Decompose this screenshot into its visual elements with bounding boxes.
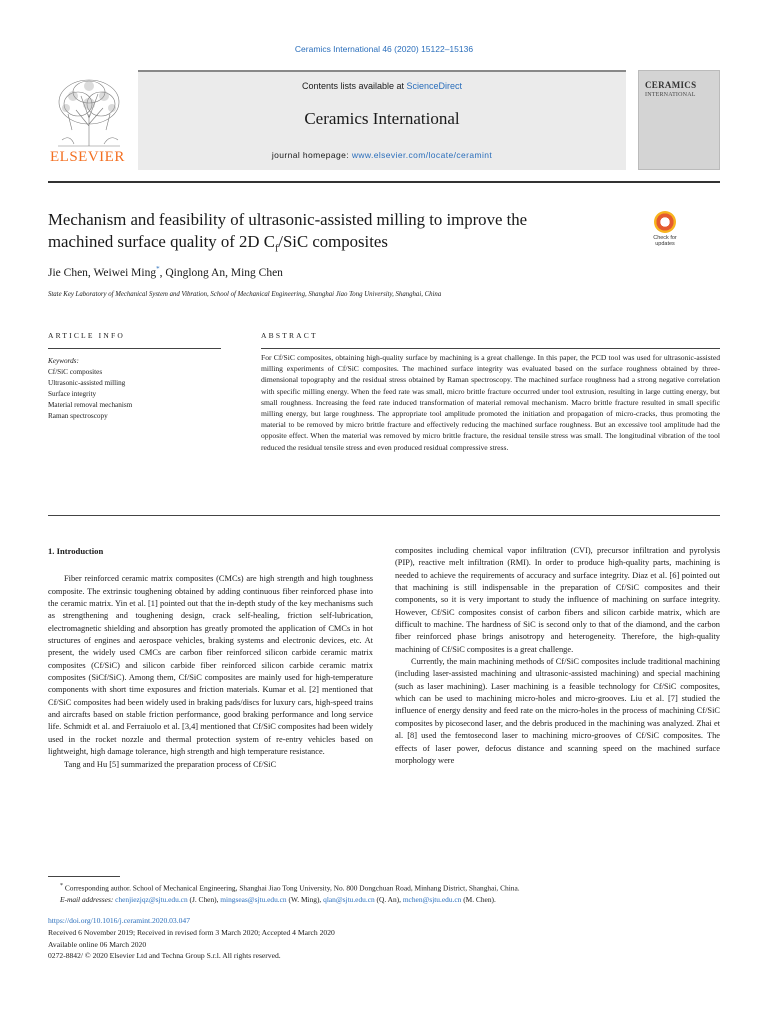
- article-info-label: ARTICLE INFO: [48, 331, 125, 340]
- cover-subtitle: INTERNATIONAL: [645, 92, 696, 98]
- footnotes: [48, 881, 720, 905]
- body-paragraph: Tang and Hu [5] summarized the preparation process of Cf/SiC: [64, 759, 277, 769]
- journal-reference[interactable]: Ceramics International 46 (2020) 15122–15136: [294, 44, 474, 54]
- article-title: [48, 209, 628, 260]
- doi-link[interactable]: https://doi.org/10.1016/j.ceramint.2020.03.047: [48, 916, 191, 925]
- footnote-mark: *: [60, 883, 63, 889]
- received-dates: Received 6 November 2019; Received in revised form 3 March 2020; Accepted 4 March 2020: [48, 927, 335, 937]
- abstract-label: ABSTRACT: [261, 331, 318, 340]
- email-owner: (Q. An),: [374, 894, 403, 904]
- crossmark-icon: [654, 211, 676, 233]
- corresponding-author-mark[interactable]: *: [156, 265, 160, 273]
- body-paragraph: Currently, the main machining methods of Cf/SiC composites include traditional machining (including laser-assisted machining and ultrasonic-assisted machining) and special machining (such as laser machining). Laser machining is a feasible technology for Cf/SiC composites, which can be used to machining micro-holes and micro-grooves. Liu et al. [7] studied the influence of energy density and feed rate on the micro-holes in the process of machining Cf/SiC composites by picosecond laser, and the debris produced in the machining was analyzed. Zhai et al. [8] used the femtosecond laser to machining micro-grooves of Cf/SiC composites. The effects of laser power, defocus distance and scanning speed on the machined surface morphology were: [395, 657, 720, 765]
- publication-info: [48, 915, 720, 962]
- authors-rest: , Qinglong An, Ming Chen: [159, 266, 283, 279]
- body-column-left: [48, 545, 373, 771]
- cover-title: CERAMICS: [645, 80, 697, 90]
- keyword-item: Ultrasonic-assisted milling: [48, 379, 126, 387]
- article-info-rule: [48, 348, 221, 349]
- email-owner: (M. Chen).: [461, 894, 496, 904]
- affiliation: State Key Laboratory of Mechanical System and Vibration, School of Mechanical Engineering, Shanghai Jiao Tong University, Shanghai, China: [48, 291, 442, 298]
- journal-cover-thumbnail[interactable]: [638, 70, 720, 170]
- authors-first: Jie Chen, Weiwei Ming: [48, 266, 157, 279]
- homepage-prefix: journal homepage:: [271, 150, 352, 160]
- email-link[interactable]: mchen@sjtu.edu.cn: [402, 894, 462, 904]
- title-line-2: machined surface quality of 2D C: [48, 232, 275, 251]
- body-column-right: [395, 545, 720, 767]
- elsevier-tree-icon: [48, 74, 130, 152]
- contents-prefix: Contents lists available at: [301, 81, 407, 91]
- title-line-2-end: /SiC composites: [278, 232, 388, 251]
- email-link[interactable]: mingseas@sjtu.edu.cn: [220, 894, 287, 904]
- abstract-bottom-rule: [48, 515, 720, 516]
- title-line-1: Mechanism and feasibility of ultrasonic-assisted milling to improve the: [48, 210, 528, 229]
- title-divider: [48, 181, 720, 183]
- check-updates-label: Check for updates: [653, 235, 677, 247]
- elsevier-logo[interactable]: [48, 74, 130, 166]
- keywords-heading: Keywords:: [48, 357, 79, 365]
- journal-title: Ceramics International: [304, 109, 460, 128]
- homepage-line: [138, 150, 626, 160]
- author-list: [48, 265, 283, 279]
- keyword-item: Cf/SiC composites: [48, 368, 103, 376]
- contents-line: [138, 81, 626, 91]
- corresponding-footnote: [48, 881, 720, 894]
- keywords-block: [48, 356, 238, 422]
- footnote-rule: [48, 876, 120, 877]
- email-link[interactable]: chenjiezjqz@sjtu.edu.cn: [115, 894, 188, 904]
- email-owner: (W. Ming),: [286, 894, 324, 904]
- corresponding-text: Corresponding author. School of Mechanical Engineering, Shanghai Jiao Tong University, No. 800 Dongchuan Road, Minhang District, Shanghai, China.: [64, 883, 520, 893]
- title-subscript: f: [274, 243, 279, 255]
- journal-masthead: [48, 70, 720, 170]
- keyword-item: Raman spectroscopy: [48, 412, 108, 420]
- sciencedirect-link[interactable]: ScienceDirect: [406, 81, 463, 91]
- body-paragraph: composites including chemical vapor infiltration (CVI), precursor infiltration and pyrolysis (PIP), reactive melt infiltration (RMI). In order to produce high-quality parts, machining is needed to achieve the requirements of accuracy and surface integrity. Diaz et al. [6] pointed out that machining is still indispensable in the preparation of Cf/SiC composites and their components, so it is very important to study the influence of machining on surface integrity. However, Cf/SiC composites consist of carbon fibers and silicon carbide matrix, which are difficult to machine. The hardness of SiC is second only to that of the diamond, and the carbon fiber reinforced phase brings anisotropy and heterogeneity. Therefore, the high-quality machining of Cf/SiC composites is a great challenge.: [395, 546, 720, 654]
- email-label: E-mail addresses:: [60, 894, 114, 904]
- copyright-line: 0272-8842/ © 2020 Elsevier Ltd and Techna Group S.r.l. All rights reserved.: [48, 951, 281, 961]
- homepage-link[interactable]: www.elsevier.com/locate/ceramint: [351, 150, 493, 160]
- masthead-banner: [138, 70, 626, 170]
- body-paragraph: Fiber reinforced ceramic matrix composites (CMCs) are high strength and high toughness composite. The extrinsic toughening obtained by adding continuous fiber reinforced phase into the ceramic matrix. Yin et al. [1] pointed out that the in-depth study of the key mechanisms such as strengthening and toughening design, crack self-healing, friction self-lubrication, electromagnetic shielding and absorption has greatly promoted the application of CMCs in hot structures of engines and aerospace vehicles, braking systems and electronic devices, etc. At present, the widely used CMCs are carbon fiber reinforced silicon carbide ceramic matrix composites (Cf/SiC) and silicon carbide fiber reinforced silicon carbide ceramic matrix composites (SiCf/SiC). Among them, Cf/SiC composites are mainly used for high-temperature components with short time exposures and friction materials. Kumar et al. [2] mentioned that Cf/SiC composites had been widely used in braking pads/discs for luxury cars, high-speed trains and aircrafts based on stable friction performance, good braking performance and long service life. Schmidt et al. and Ferraiuolo et al. [3,4] mentioned that Cf/SiC composites had been widely used in the rocket nozzle and thermal protection system of re-entry vehicles based on lightweight, high damage tolerance, high strength and high temperature resistance.: [48, 574, 373, 757]
- keyword-item: Material removal mechanism: [48, 401, 133, 409]
- keyword-item: Surface integrity: [48, 390, 97, 398]
- abstract-text: For Cf/SiC composites, obtaining high-quality surface by machining is a great challenge. In this paper, the PCD tool was used for ultrasonic-assisted milling experiments of Cf/SiC composites. The machined surface integrity was evaluated based on the surface roughness obtained by three-dimensional topography and the residual stress obtained by Raman spectroscopy. The machined surface roughness had a strong negative correlation with specific milling energy. When the feed rate was small, micro brittle fracture occurred under tool extrusion, resulting in large cutting energy, but small roughness. Increasing the feed rate induced transformation of material removal mechanism. Macro brittle fracture resulted in small specific milling energy, but large roughness. The appropriate tool amplitude promoted the initiation and propagation of micro-cracks, thus promoting the material to be removed by micro brittle fracture and effectively reducing the machined surface roughness. But an excessive tool amplitude had the opposite effect. When the material was removed by micro brittle fracture, the residual tensile stress was small. The longitudinal vibration of the tool reduced the residual tensile stress and even produced residual compressive stress.: [261, 353, 720, 452]
- elsevier-wordmark: ELSEVIER: [50, 149, 125, 165]
- available-online: Available online 06 March 2020: [48, 939, 147, 949]
- section-heading: 1. Introduction: [48, 546, 104, 556]
- email-link[interactable]: qlan@sjtu.edu.cn: [323, 894, 375, 904]
- email-owner: (J. Chen),: [187, 894, 221, 904]
- check-for-updates-badge[interactable]: [648, 211, 682, 251]
- email-line: [48, 894, 720, 905]
- abstract-rule: [261, 348, 720, 349]
